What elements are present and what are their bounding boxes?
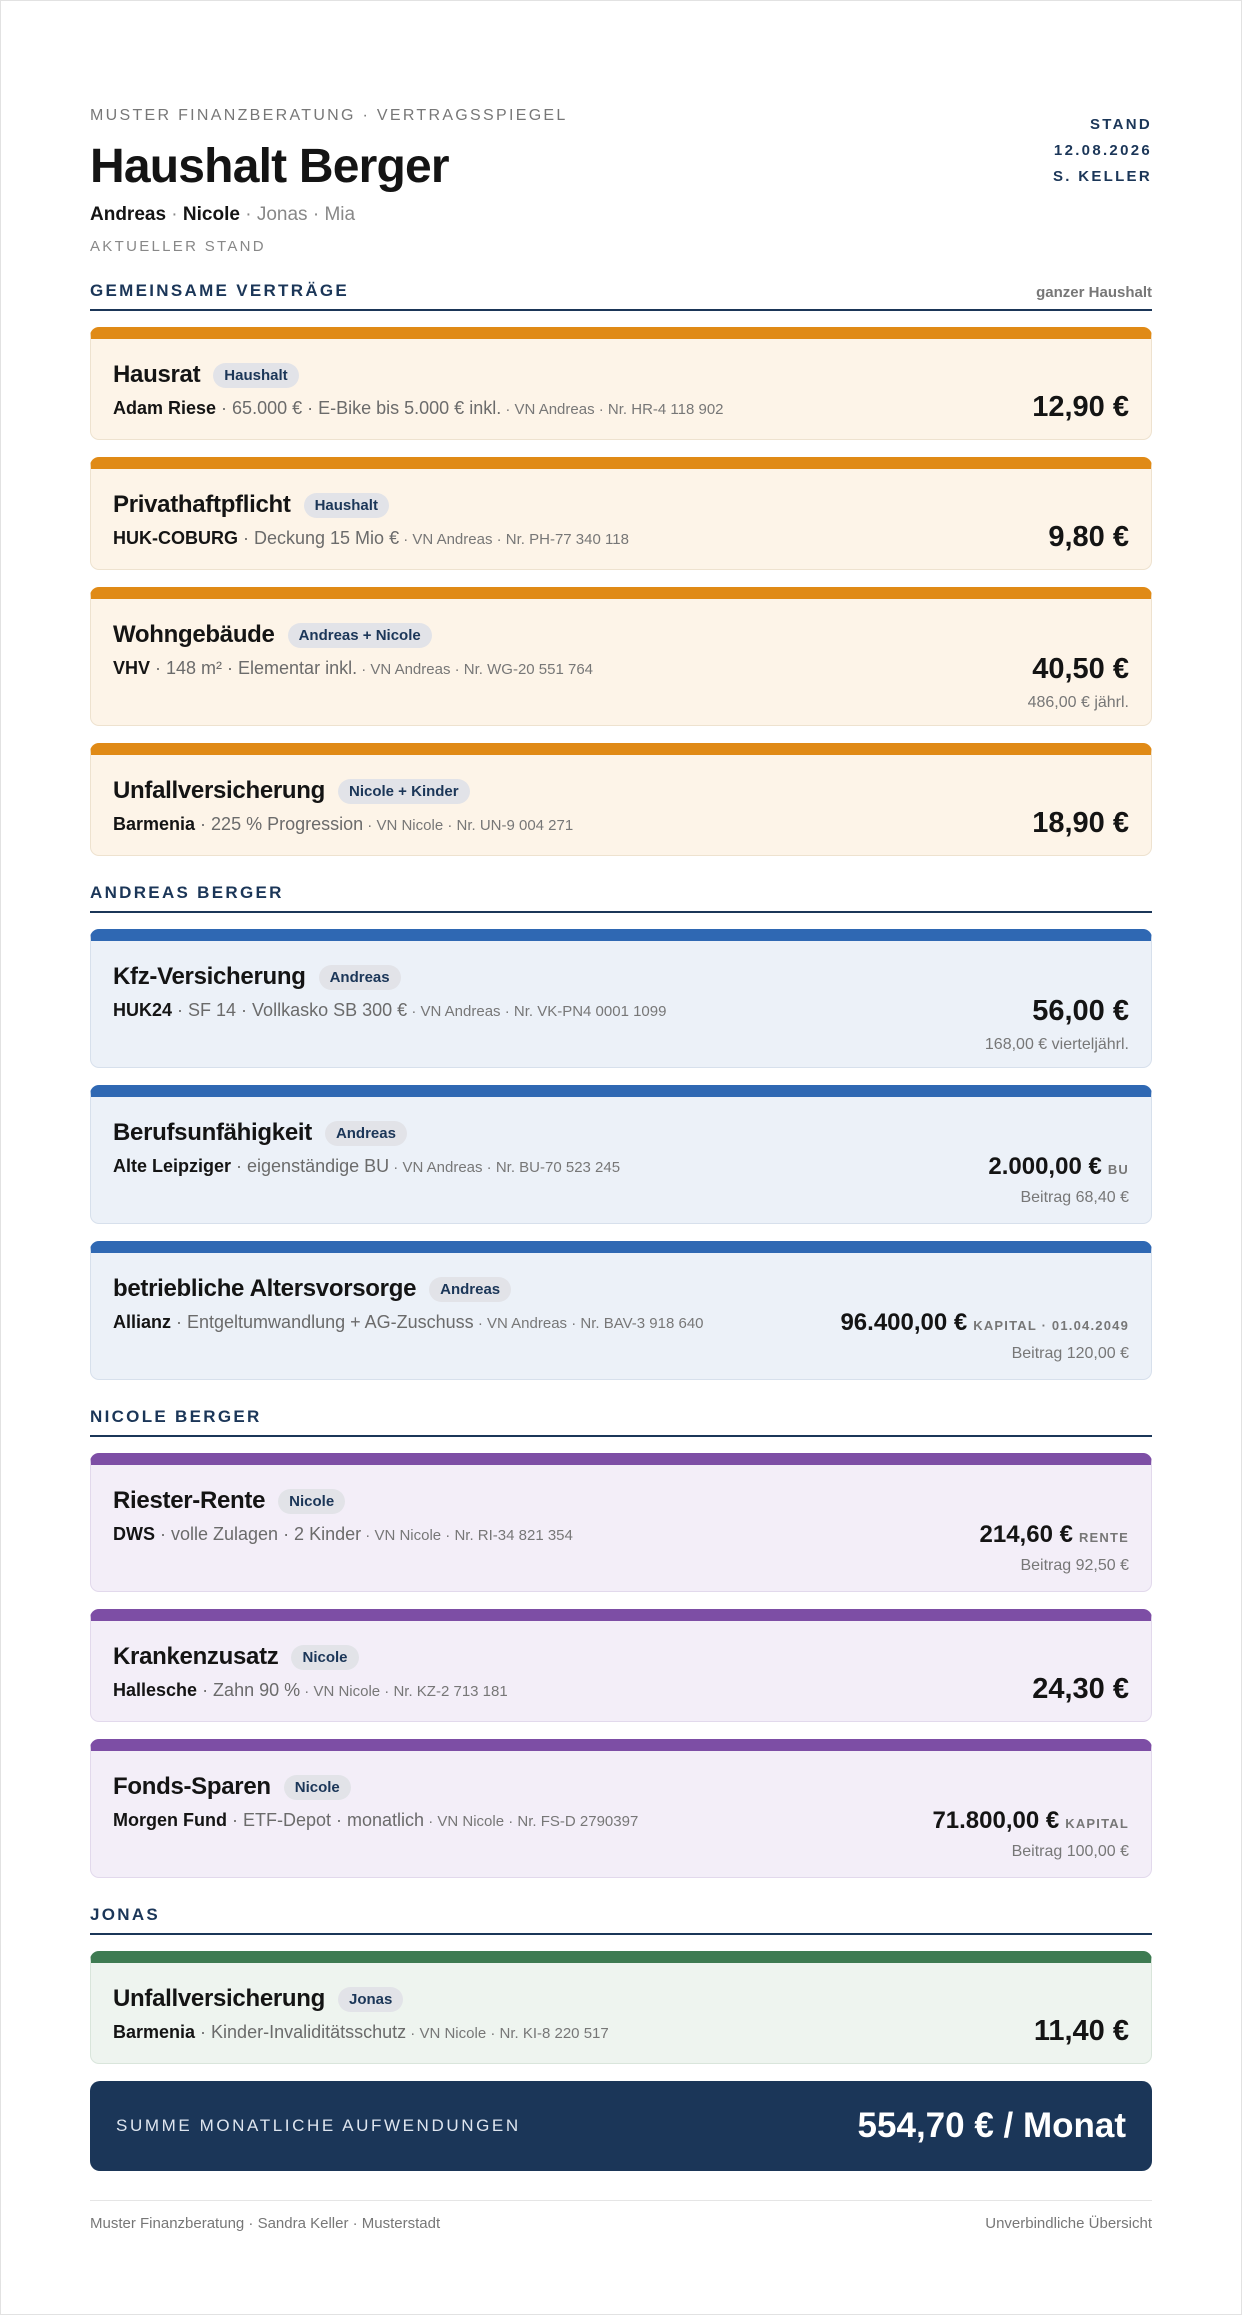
contract-info — [113, 1680, 1129, 1701]
contract-details: · volle Zulagen · 2 Kinder — [155, 1524, 362, 1544]
state-label: AKTUELLER STAND — [90, 238, 266, 255]
section-title: ANDREAS BERGER — [90, 883, 284, 902]
section-header — [90, 1895, 1152, 1935]
amount-tag: KAPITAL — [1065, 1816, 1129, 1831]
contract-amount-block — [1032, 1673, 1129, 1706]
contract-title: Unfallversicherung — [113, 777, 325, 804]
contract-amount-block — [1032, 391, 1129, 424]
contract-meta: · VN Nicole · Nr. RI-34 821 354 — [361, 1527, 573, 1544]
section — [90, 271, 1152, 856]
section — [90, 873, 1152, 1380]
member-separator: · — [239, 204, 257, 225]
contract-amount: 9,80 € — [1048, 521, 1129, 553]
amount-subtext: Beitrag 120,00 € — [1011, 1345, 1129, 1362]
contract-amount-line — [988, 1153, 1129, 1181]
contract-meta: · VN Andreas · Nr. VK-PN4 0001 1099 — [407, 1003, 667, 1020]
contract-meta: · VN Nicole · Nr. KZ-2 713 181 — [300, 1683, 508, 1700]
member-name: Mia — [324, 204, 356, 225]
contract-title: Wohngebäude — [113, 621, 275, 648]
owner-badge: Andreas — [325, 1121, 407, 1146]
contract-amount-block — [840, 1309, 1129, 1363]
contract-provider: VHV — [113, 658, 151, 678]
contract-card — [90, 587, 1152, 726]
contract-amount: 71.800,00 € — [932, 1807, 1060, 1834]
contract-amount-line — [1032, 1673, 1129, 1706]
header — [90, 1, 1152, 271]
owner-badge: Andreas — [319, 965, 401, 990]
contract-details: · 148 m² · Elementar inkl. — [150, 658, 358, 678]
contract-info — [113, 398, 1129, 419]
amount-tag: BU — [1107, 1162, 1129, 1177]
contract-title: Hausrat — [113, 361, 201, 388]
contract-sections — [90, 271, 1152, 2064]
contract-card — [90, 1241, 1152, 1380]
owner-badge: Haushalt — [304, 493, 389, 518]
contract-meta: · VN Nicole · Nr. UN-9 004 271 — [363, 817, 574, 834]
contract-title-row — [113, 621, 1129, 649]
contract-info — [113, 658, 1129, 679]
section-title: GEMEINSAME VERTRÄGE — [90, 281, 350, 300]
stand-box — [1053, 112, 1152, 190]
contract-title: betriebliche Altersvorsorge — [113, 1275, 417, 1302]
contract-amount: 2.000,00 € — [988, 1153, 1102, 1180]
amount-subtext: 486,00 € jährl. — [1027, 694, 1129, 711]
contract-meta: · VN Andreas · Nr. WG-20 551 764 — [357, 661, 594, 678]
amount-subtext: Beitrag 92,50 € — [1020, 1557, 1129, 1574]
contract-amount-block — [1028, 653, 1129, 712]
contract-meta: · VN Andreas · Nr. PH-77 340 118 — [399, 531, 629, 548]
contract-amount-block — [1048, 521, 1129, 554]
member-name: Jonas — [256, 204, 308, 225]
household-members — [90, 204, 1152, 226]
owner-badge: Jonas — [338, 1987, 403, 2012]
contract-title-row — [113, 1487, 1129, 1515]
contract-title-row — [113, 491, 1129, 519]
contract-card — [90, 1951, 1152, 2064]
contract-details: · 225 % Progression — [195, 814, 364, 834]
section — [90, 1895, 1152, 2064]
contract-amount-line — [840, 1309, 1129, 1337]
contract-details: · ETF-Depot · monatlich — [226, 1810, 425, 1830]
contract-provider: Barmenia — [113, 814, 196, 834]
section-header — [90, 271, 1152, 311]
contract-amount: 40,50 € — [1032, 653, 1129, 685]
contract-title-row — [113, 777, 1129, 805]
contract-amount: 12,90 € — [1032, 391, 1129, 423]
contract-card — [90, 1609, 1152, 1722]
owner-badge: Andreas + Nicole — [288, 623, 432, 648]
amount-tag: RENTE — [1078, 1530, 1129, 1545]
contract-info — [113, 814, 1129, 835]
member-name: Andreas — [90, 204, 167, 225]
eyebrow: MUSTER FINANZBERATUNG · VERTRAGSSPIEGEL — [90, 107, 568, 124]
contract-title-row — [113, 1275, 1129, 1303]
contract-card — [90, 1085, 1152, 1224]
contract-provider: Alte Leipziger — [113, 1156, 232, 1176]
contract-title-row — [113, 963, 1129, 991]
contract-title: Berufsunfähigkeit — [113, 1119, 312, 1146]
contract-title: Krankenzusatz — [113, 1643, 279, 1670]
contract-meta: · VN Andreas · Nr. HR-4 118 902 — [501, 401, 724, 418]
contract-card — [90, 327, 1152, 440]
contract-amount: 214,60 € — [979, 1521, 1073, 1548]
contract-title-row — [113, 1119, 1129, 1147]
contract-amount: 11,40 € — [1033, 2015, 1129, 2047]
contract-amount-line — [980, 1521, 1129, 1549]
stand-person: S. KELLER — [1052, 168, 1152, 185]
contract-info — [113, 1000, 1129, 1021]
contract-info — [113, 2022, 1129, 2043]
contract-provider: Adam Riese — [113, 398, 217, 418]
contract-meta: · VN Andreas · Nr. BU-70 523 245 — [389, 1159, 621, 1176]
contract-amount-block — [985, 995, 1129, 1054]
contract-details: · 65.000 € · E-Bike bis 5.000 € inkl. — [216, 398, 502, 418]
footer-right: Unverbindliche Übersicht — [985, 2215, 1152, 2232]
member-separator: · — [307, 204, 325, 225]
contract-amount-line — [1032, 807, 1129, 840]
contract-amount-block — [1034, 2015, 1129, 2048]
owner-badge: Andreas — [429, 1277, 511, 1302]
stand-label: STAND — [1089, 116, 1152, 133]
contract-meta: · VN Nicole · Nr. FS-D 2790397 — [424, 1813, 639, 1830]
contract-title: Fonds-Sparen — [113, 1773, 271, 1800]
contract-details: · Zahn 90 % — [197, 1680, 301, 1700]
section-scope: ganzer Haushalt — [1036, 284, 1152, 301]
contract-amount: 18,90 € — [1032, 807, 1129, 839]
contract-title: Unfallversicherung — [113, 1985, 325, 2012]
contract-info — [113, 528, 1129, 549]
owner-badge: Nicole — [284, 1775, 351, 1800]
contract-provider: HUK-COBURG — [113, 528, 238, 548]
contract-title-row — [113, 1985, 1129, 2013]
contract-provider: Allianz — [113, 1312, 172, 1332]
contract-title-row — [113, 1773, 1129, 1801]
section — [90, 1397, 1152, 1878]
contract-amount-line — [932, 1807, 1129, 1835]
contract-provider: DWS — [113, 1524, 155, 1544]
contract-amount-block — [980, 1521, 1129, 1575]
contract-amount: 56,00 € — [1032, 995, 1129, 1027]
contract-meta: · VN Andreas · Nr. BAV-3 918 640 — [473, 1315, 704, 1332]
contract-amount-block — [932, 1807, 1129, 1861]
total-bar — [90, 2081, 1152, 2171]
contract-amount-line — [1048, 521, 1129, 554]
contract-title: Privathaftpflicht — [113, 491, 291, 518]
member-separator: · — [166, 204, 183, 225]
amount-subtext: 168,00 € vierteljährl. — [984, 1036, 1129, 1053]
contract-details: · eigenständige BU — [231, 1156, 390, 1176]
contract-amount-line — [985, 995, 1129, 1028]
contract-card — [90, 1453, 1152, 1592]
contract-provider: Barmenia — [113, 2022, 196, 2042]
contract-card — [90, 1739, 1152, 1878]
contract-info — [113, 1156, 1129, 1177]
contract-provider: Morgen Fund — [113, 1810, 227, 1830]
contract-amount: 96.400,00 € — [840, 1309, 968, 1336]
contract-meta: · VN Nicole · Nr. KI-8 220 517 — [406, 2025, 609, 2042]
member-name: Nicole — [182, 204, 240, 225]
contract-card — [90, 457, 1152, 570]
footer-left: Muster Finanzberatung · Sandra Keller · Musterstadt — [90, 2215, 441, 2232]
section-header — [90, 873, 1152, 913]
amount-subtext: Beitrag 68,40 € — [1020, 1189, 1129, 1206]
amount-subtext: Beitrag 100,00 € — [1011, 1843, 1129, 1860]
owner-badge: Nicole — [291, 1645, 358, 1670]
stand-date: 12.08.2026 — [1053, 142, 1152, 159]
contract-details: · Kinder-Invaliditätsschutz — [195, 2022, 407, 2042]
section-header — [90, 1397, 1152, 1437]
contract-info — [113, 1524, 1129, 1545]
contract-amount-block — [1032, 807, 1129, 840]
page-title: Haushalt Berger — [90, 140, 449, 193]
section-title: NICOLE BERGER — [90, 1407, 262, 1426]
total-label: SUMME MONATLICHE AUFWENDUNGEN — [116, 2116, 521, 2135]
contract-amount-block — [988, 1153, 1129, 1207]
contract-details: · Entgeltumwandlung + AG-Zuschuss — [171, 1312, 474, 1332]
footer — [90, 2200, 1152, 2232]
owner-badge: Nicole + Kinder — [338, 779, 470, 804]
contract-card — [90, 929, 1152, 1068]
contract-title: Kfz-Versicherung — [113, 963, 306, 990]
contract-amount-line — [1032, 391, 1129, 424]
contract-card — [90, 743, 1152, 856]
contract-provider: Hallesche — [113, 1680, 198, 1700]
contract-amount-line — [1034, 2015, 1129, 2048]
contract-provider: HUK24 — [113, 1000, 173, 1020]
total-value: 554,70 € / Monat — [857, 2106, 1126, 2145]
owner-badge: Haushalt — [213, 363, 298, 388]
contract-title-row — [113, 1643, 1129, 1671]
contract-details: · Deckung 15 Mio € — [238, 528, 400, 548]
contract-title: Riester-Rente — [113, 1487, 266, 1514]
section-title: JONAS — [90, 1905, 161, 1924]
amount-tag: KAPITAL · 01.04.2049 — [973, 1318, 1129, 1333]
contract-title-row — [113, 361, 1129, 389]
contract-details: · SF 14 · Vollkasko SB 300 € — [172, 1000, 408, 1020]
owner-badge: Nicole — [278, 1489, 345, 1514]
contract-amount-line — [1028, 653, 1129, 686]
contract-amount: 24,30 € — [1032, 1673, 1129, 1705]
